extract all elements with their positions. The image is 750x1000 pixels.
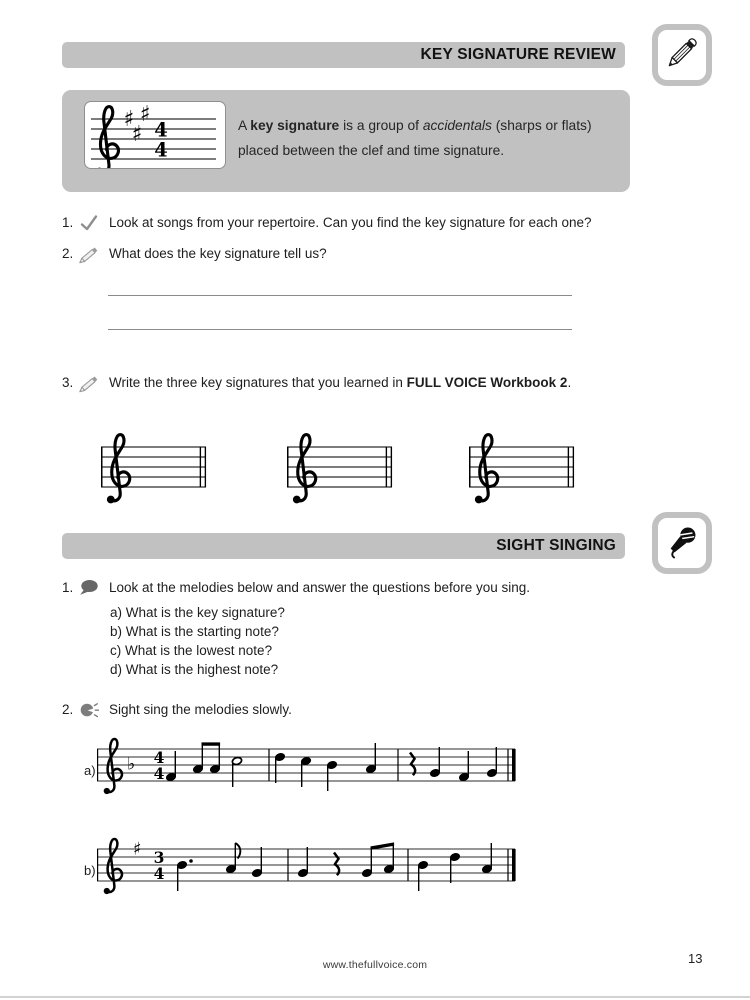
section-header-sight-singing [62, 533, 625, 559]
sing-icon [79, 700, 109, 723]
sight-singing-question-1 [62, 580, 530, 601]
blank-staff-2 [282, 420, 397, 512]
svg-text:♭: ♭ [127, 754, 136, 775]
definition-text [238, 114, 628, 163]
page-bottom-edge [0, 996, 750, 998]
question-text: Write the three key signatures that you learned in FULL VOICE Workbook 2. [109, 375, 572, 390]
question-number: 2. [62, 702, 74, 717]
question-number: 1. [62, 215, 74, 230]
svg-text:4: 4 [153, 764, 165, 783]
question-row-1 [62, 215, 592, 236]
definition-box [62, 90, 630, 192]
svg-text:4: 4 [153, 864, 165, 883]
svg-text:♯: ♯ [131, 121, 143, 147]
svg-text:♯: ♯ [139, 102, 151, 127]
question-number: 1. [62, 580, 74, 595]
pencil-small-icon [79, 373, 109, 396]
question-text: Look at songs from your repertoire. Can you find the key signature for each one? [109, 215, 592, 230]
microphone-badge [652, 512, 712, 574]
section-title-key-signature-review: KEY SIGNATURE REVIEW [420, 46, 616, 63]
sight-singing-question-2 [62, 702, 292, 723]
blank-staff-3 [464, 420, 579, 512]
answer-line [108, 329, 572, 330]
sub-question-c: c) What is the lowest note? [110, 643, 273, 658]
melody-a-label: a) [84, 763, 96, 778]
answer-line [108, 295, 572, 296]
blank-staff-1 [96, 420, 211, 512]
question-row-2 [62, 246, 327, 267]
svg-text:4: 4 [154, 118, 168, 142]
svg-text:4: 4 [154, 138, 168, 162]
speech-icon [79, 578, 109, 601]
svg-text:4: 4 [153, 748, 165, 767]
definition-line-2: placed between the clef and time signature. [238, 142, 505, 158]
pencil-icon [663, 34, 701, 77]
footer-url: www.thefullvoice.com [322, 959, 428, 971]
question-text: Look at the melodies below and answer the questions before you sing. [109, 580, 531, 595]
key-signature-example-card [84, 101, 226, 169]
definition-line-1: A key signature is a group of accidentals (sharps or flats) [238, 118, 592, 133]
svg-text:♯: ♯ [133, 839, 142, 860]
pencil-badge [652, 24, 712, 86]
melody-b-label: b) [84, 863, 96, 878]
melody-b-staff [97, 833, 527, 919]
pencil-small-icon [79, 244, 109, 267]
check-icon [79, 213, 109, 236]
svg-text:3: 3 [153, 848, 165, 867]
page-number: 13 [688, 951, 703, 966]
microphone-icon [663, 522, 701, 565]
section-header-key-signature-review [62, 42, 625, 68]
question-number: 3. [62, 375, 74, 390]
question-text: What does the key signature tell us? [109, 246, 327, 261]
key-signature-example-staff [85, 102, 225, 168]
melody-a-staff [97, 733, 527, 819]
svg-text:♯: ♯ [123, 106, 135, 132]
question-number: 2. [62, 246, 74, 261]
sub-question-b: b) What is the starting note? [110, 624, 279, 639]
sub-question-a: a) What is the key signature? [110, 605, 285, 620]
question-text: Sight sing the melodies slowly. [109, 702, 292, 717]
section-title-sight-singing: SIGHT SINGING [496, 537, 616, 554]
sub-question-d: d) What is the highest note? [110, 662, 279, 677]
question-row-3 [62, 375, 571, 396]
